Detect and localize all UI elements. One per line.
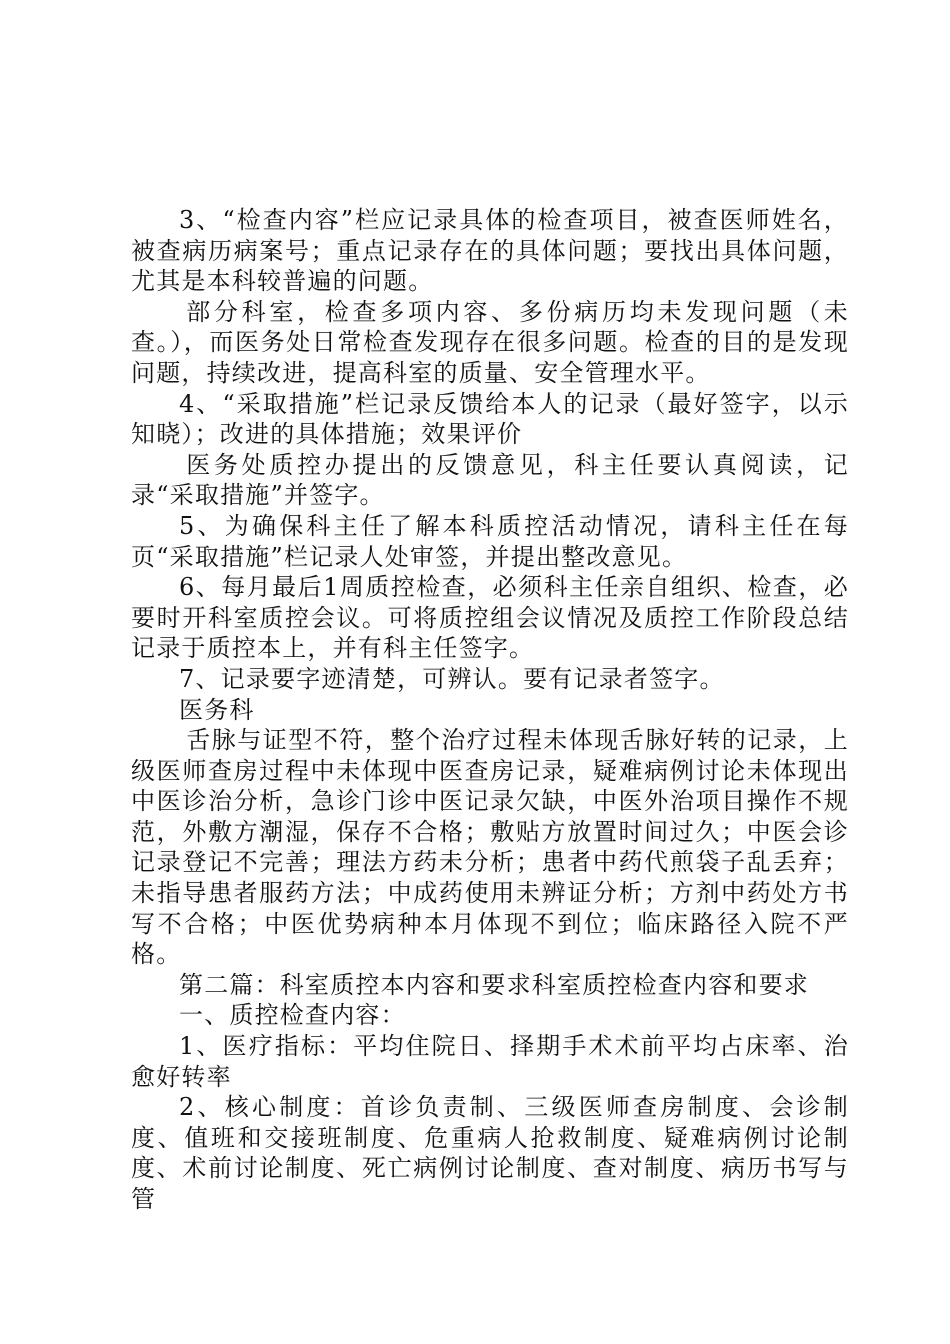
paragraph-item-7: 7、记录要字迹清楚，可辨认。要有记录者签字。	[179, 664, 725, 693]
paragraph-partial-departments: 部分科室，检查多项内容、多份病历均未发现问题（未查。），而医务处日常检查发现存在很多问题。检查的目的是发现问题，持续改进，提高科室的质量、安全管理水平。	[131, 297, 849, 387]
paragraph-feedback: 医务处质控办提出的反馈意见，科主任要认真阅读，记录“采取措施”并签字。	[131, 450, 849, 510]
paragraph-item-5: 5、为确保科主任了解本科质控活动情况，请科主任在每页“采取措施”栏记录人处审签，并提出整改意见。	[131, 511, 849, 571]
paragraph-medical-indicators: 1、医疗指标：平均住院日、择期手术术前平均占床率、治愈好转率	[131, 1032, 849, 1091]
paragraph-item-4: 4、“采取措施”栏记录反馈给本人的记录（最好签字，以示知晓）；改进的具体措施；效果评价	[131, 389, 849, 449]
paragraph-core-systems: 2、核心制度：首诊负责制、三级医师查房制度、会诊制度、值班和交接班制度、危重病人抢救制度、疑难病例讨论制度、术前讨论制度、死亡病例讨论制度、查对制度、病历书写与管	[131, 1093, 849, 1213]
paragraph-signature-department: 医务科	[179, 695, 255, 724]
paragraph-item-3: 3、“检查内容”栏应记录具体的检查项目，被查医师姓名，被查病历病案号；重点记录存在的具体问题；要找出具体问题，尤其是本科较普遍的问题。	[131, 206, 849, 296]
section-heading-inspection-content: 一、质控检查内容：	[179, 1001, 406, 1030]
paragraph-tcm-issues: 舌脉与证型不符，整个治疗过程未体现舌脉好转的记录，上级医师查房过程中未体现中医查房记录，疑难病例讨论未体现出中医诊治分析，急诊门诊中医记录欠缺，中医外治项目操作不规范，外敷方潮湿，保存不合格；敷贴方放置时间过久；中医会诊记录登记不完善；理法方药未分析；患者中药代煎袋子乱丢弃；未指导患者服药方法；中成药使用未辨证分析；方剂中药处方书写不合格；中医优势病种本月体现不到位；临床路径入院不严格。	[131, 726, 849, 969]
section-title-chapter-two: 第二篇：科室质控本内容和要求科室质控检查内容和要求	[179, 970, 809, 999]
document-body	[131, 205, 849, 1215]
paragraph-item-6: 6、每月最后1周质控检查，必须科主任亲自组织、检查，必要时开科室质控会议。可将质控组会议情况及质控工作阶段总结记录于质控本上，并有科主任签字。	[131, 573, 849, 663]
